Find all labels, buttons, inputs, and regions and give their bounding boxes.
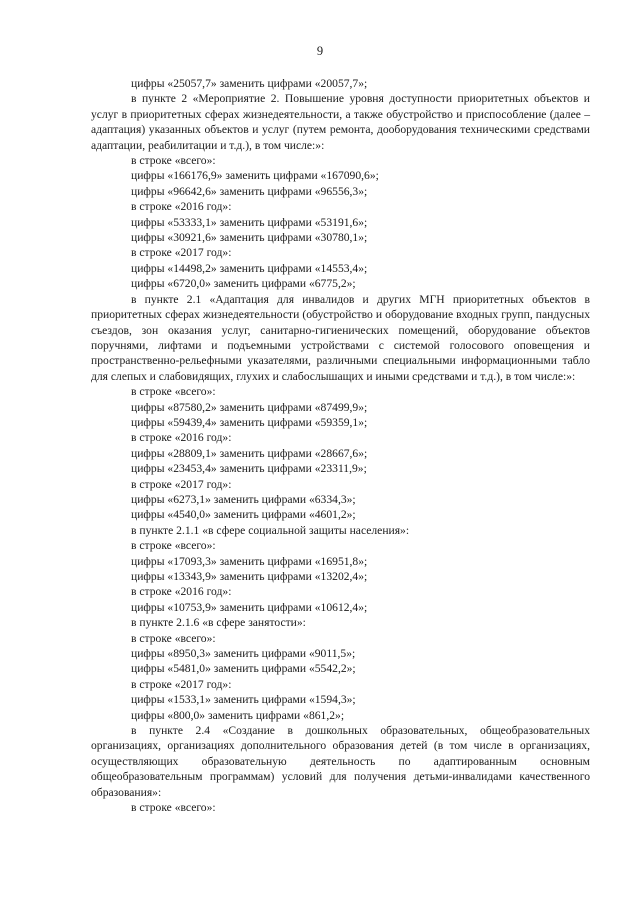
- amendment-line: цифры «4540,0» заменить цифрами «4601,2»;: [131, 508, 356, 522]
- amendment-line: цифры «28809,1» заменить цифрами «28667,6»;: [131, 446, 368, 460]
- amendment-line: в строке «2016 год»:: [131, 431, 232, 445]
- amendment-line: цифры «166176,9» заменить цифрами «167090,6»;: [131, 169, 379, 183]
- amendment-line: цифры «1533,1» заменить цифрами «1594,3»;: [131, 693, 356, 707]
- amendment-line: цифры «17093,3» заменить цифрами «16951,8»;: [131, 554, 368, 568]
- amendment-line: цифры «8950,3» заменить цифрами «9011,5»;: [131, 647, 356, 661]
- amendment-line: цифры «6273,1» заменить цифрами «6334,3»;: [131, 492, 356, 506]
- amendment-line: в пункте 2.1.1 «в сфере социальной защиты населения»:: [131, 523, 410, 537]
- amendment-line: в строке «всего»:: [131, 631, 216, 645]
- amendment-line: цифры «800,0» заменить цифрами «861,2»;: [131, 708, 345, 722]
- amendment-line: в строке «всего»:: [131, 154, 216, 168]
- document-body: [91, 76, 590, 816]
- amendment-line: цифры «5481,0» заменить цифрами «5542,2»;: [131, 662, 356, 676]
- amendment-line: цифры «10753,9» заменить цифрами «10612,4»;: [131, 600, 368, 614]
- amendment-line: в строке «2016 год»:: [131, 200, 232, 214]
- amendment-line: в строке «2017 год»:: [131, 677, 232, 691]
- amendment-line: в строке «2017 год»:: [131, 477, 232, 491]
- amendment-line: в строке «2016 год»:: [131, 585, 232, 599]
- amendment-line: цифры «30921,6» заменить цифрами «30780,1»;: [131, 231, 368, 245]
- amendment-paragraph: в пункте 2 «Мероприятие 2. Повышение уровня доступности приоритетных объектов и услуг в приоритетных сферах жизнедеятельности, а также обустройство и приспособление (далее – адаптация) указанных объектов и услуг (путем ремонта, дооборудования техническими средствами адаптации, реабилитации и т.д.), в том числе:»:: [91, 92, 590, 152]
- amendment-line: цифры «13343,9» заменить цифрами «13202,4»;: [131, 570, 368, 583]
- amendment-paragraph: в пункте 2.4 «Создание в дошкольных образовательных, общеобразовательных организациях, организациях дополнительного образования детей (в том числе в организациях, осуществляющих образовательную деятельность по адаптированным основным общеобразовательным программам) условий для получения детьми-инвалидами качественного образования»:: [91, 724, 590, 799]
- amendment-line: в строке «2017 год»:: [131, 246, 232, 260]
- amendment-line: в строке «всего»:: [131, 539, 216, 553]
- amendment-line: цифры «6720,0» заменить цифрами «6775,2»;: [131, 277, 356, 291]
- amendment-line: цифры «53333,1» заменить цифрами «53191,6»;: [131, 215, 368, 229]
- amendment-line: в строке «всего»:: [131, 801, 216, 815]
- amendment-line: цифры «87580,2» заменить цифрами «87499,9»;: [131, 400, 368, 414]
- amendment-line: цифры «59439,4» заменить цифрами «59359,1»;: [131, 415, 368, 429]
- page-number: 9: [316, 44, 324, 58]
- amendment-line: цифры «25057,7» заменить цифрами «20057,7»;: [131, 77, 368, 90]
- amendment-line: в строке «всего»:: [131, 385, 216, 399]
- amendment-line: цифры «14498,2» заменить цифрами «14553,4»;: [131, 261, 368, 275]
- amendment-line: цифры «96642,6» заменить цифрами «96556,3»;: [131, 184, 368, 198]
- amendment-line: цифры «23453,4» заменить цифрами «23311,9»;: [131, 462, 367, 476]
- amendment-line: в пункте 2.1.6 «в сфере занятости»:: [131, 616, 306, 630]
- amendment-paragraph: в пункте 2.1 «Адаптация для инвалидов и других МГН приоритетных объектов в приоритетных сферах жизнедеятельности (обустройство и оборудование входных групп, пандусных съездов, зон оказания услуг, санитарно-гигиенических помещений, оборудование объектов поручнями, лифтами и подъемными устройствами с системой голосового оповещения и пространственно-рельефными указателями, различными специальными информационными табло для слепых и слабовидящих, глухих и слабослышащих и иными средствами и т.д.), в том числе:»:: [91, 292, 590, 383]
